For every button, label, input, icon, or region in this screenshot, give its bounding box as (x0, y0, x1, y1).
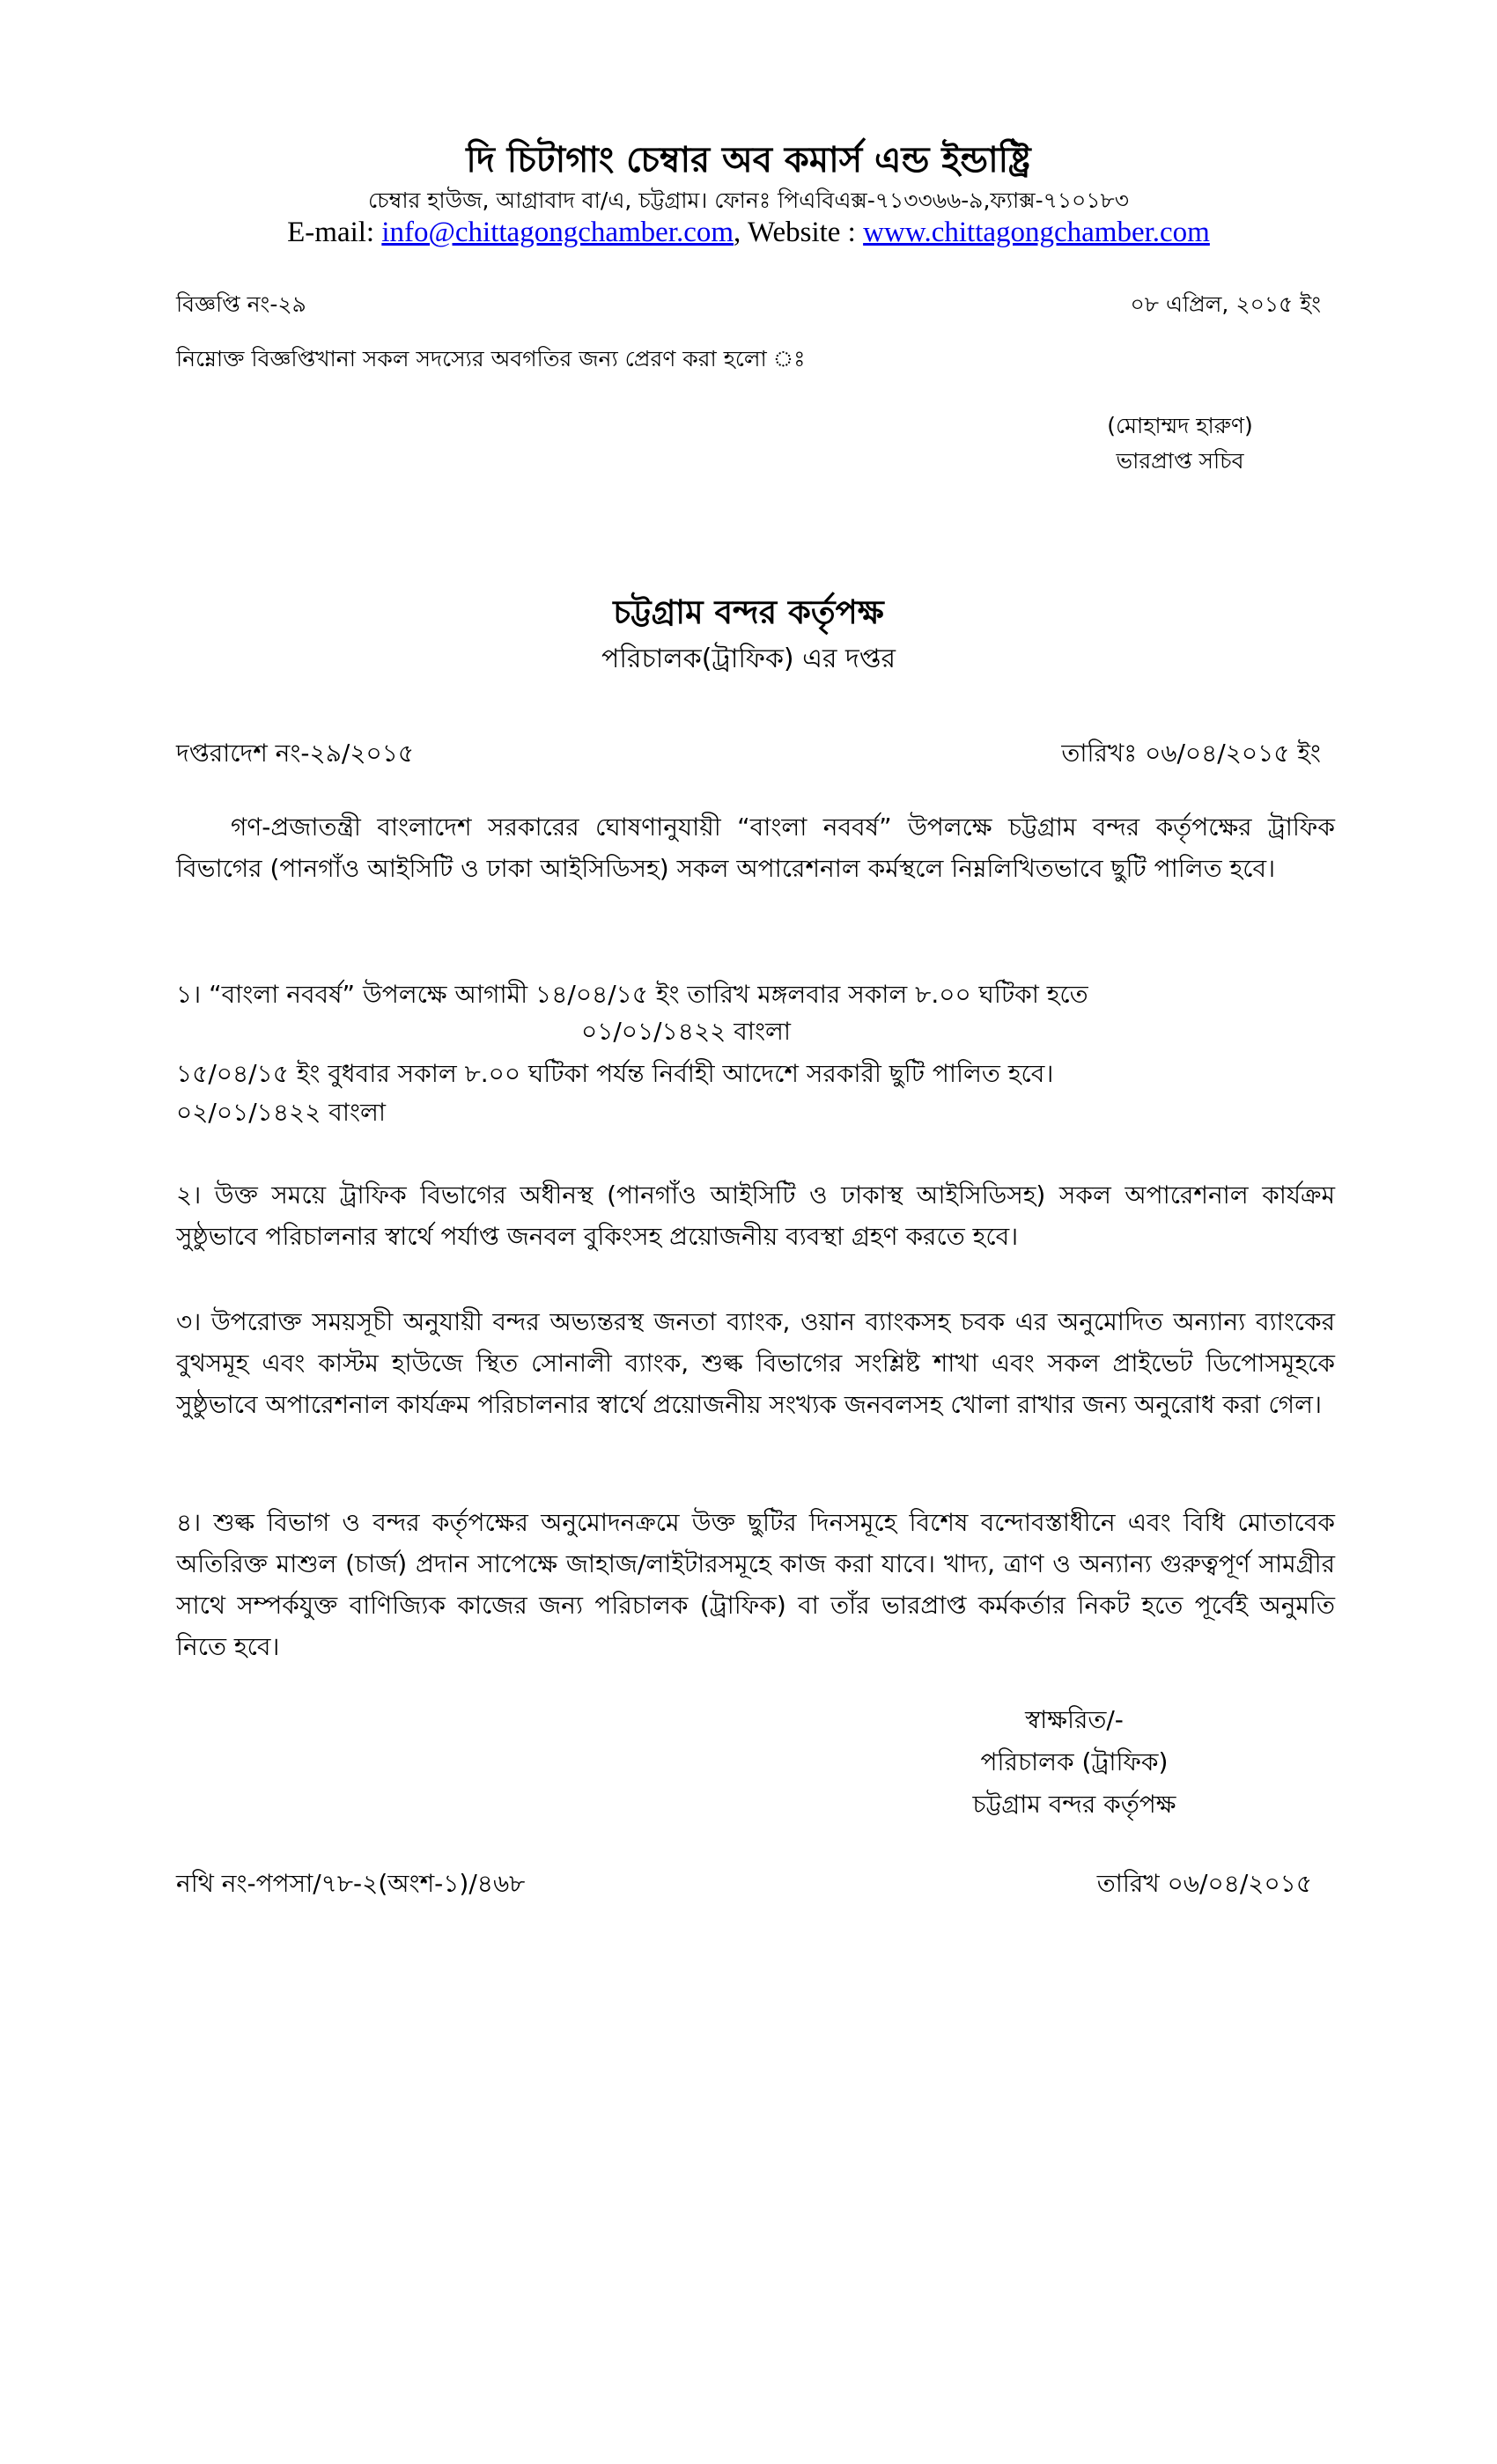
order-intro-paragraph: গণ-প্রজাতন্ত্রী বাংলাদেশ সরকারের ঘোষণানুযায়ী “বাংলা নববর্ষ” উপলক্ষে চট্টগ্রাম বন্দর কর্তৃপক্ষের ট্রাফিক বিভাগের (পানগাঁও আইসিটি ও ঢাকা আইসিডিসহ) সকল অপারেশনাল কর্মস্থলে নিম্নলিখিতভাবে ছুটি পালিত হবে। (176, 813, 1335, 883)
org-address: চেম্বার হাউজ, আগ্রাবাদ বা/এ, চট্টগ্রাম। ফোনঃ পিএবিএক্স-৭১৩৩৬৬-৯,ফ্যাক্স-৭১০১৮৩ (367, 188, 1130, 213)
order-number: দপ্তরাদেশ নং-২৯/২০১৫ (176, 739, 415, 768)
notice-intro: নিম্নোক্ত বিজ্ঞপ্তিখানা সকল সদস্যের অবগতির জন্য প্রেরণ করা হলো ঃ (176, 346, 806, 371)
authority-office: পরিচালক(ট্রাফিক) এর দপ্তর (601, 644, 896, 674)
notice-signature (1057, 408, 1303, 479)
org-name: দি চিটাগাং চেম্বার অব কমার্স এন্ড ইন্ডাষ্ট্রি (466, 140, 1031, 180)
website-label: , Website : (734, 217, 856, 248)
notice-date: ০৮ এপ্রিল, ২০১৫ ইং (1130, 291, 1321, 317)
item-1-line-1: ১। “বাংলা নববর্ষ” উপলক্ষে আগামী ১৪/০৪/১৫ ইং তারিখ মঙ্গলবার সকাল ৮.০০ ঘটিকা হতে (176, 980, 1088, 1009)
item-1-bangla-date-2: ০২/০১/১৪২২ বাংলা (176, 1098, 387, 1127)
notice-signer-name: (মোহাম্মদ হারুণ) (1107, 413, 1253, 438)
order-signed: স্বাক্ষরিত/- (1025, 1705, 1124, 1734)
authority-title: চট্টগ্রাম বন্দর কর্তৃপক্ষ (613, 593, 884, 631)
item-4-paragraph: ৪। শুল্ক বিভাগ ও বন্দর কর্তৃপক্ষের অনুমোদনক্রমে উক্ত ছুটির দিনসমূহে বিশেষ বন্দোবস্তাধীনে এবং বিধি মোতাবেক অতিরিক্ত মাশুল (চার্জ) প্রদান সাপেক্ষে জাহাজ/লাইটারসমূহে কাজ করা যাবে। খাদ্য, ত্রাণ ও অন্যান্য গুরুত্বপূর্ণ সামগ্রীর সাথে সম্পর্কযুক্ত বাণিজ্যিক কাজের জন্য পরিচালক (ট্রাফিক) বা তাঁর ভারপ্রাপ্ত কর্মকর্তার নিকট হতে পূর্বেই অনুমতি নিতে হবে। (176, 1508, 1335, 1661)
order-date: তারিখঃ ০৬/০৪/২০১৫ ইং (1061, 739, 1321, 768)
file-date: তারিখ ০৬/০৪/২০১৫ (1096, 1869, 1312, 1898)
item-2-paragraph: ২। উক্ত সময়ে ট্রাফিক বিভাগের অধীনস্থ (পানগাঁও আইসিটি ও ঢাকাস্থ আইসিডিসহ) সকল অপারেশনাল কার্যক্রম সুষ্ঠুভাবে পরিচালনার স্বার্থে পর্যাপ্ত জনবল বুকিংসহ প্রয়োজনীয় ব্যবস্থা গ্রহণ করতে হবে। (176, 1181, 1335, 1251)
item-1-line-2: ১৫/০৪/১৫ ইং বুধবার সকাল ৮.০০ ঘটিকা পর্যন্ত নির্বাহী আদেশে সরকারী ছুটি পালিত হবে। (176, 1059, 1054, 1088)
website-link[interactable]: www.chittagongchamber.com (863, 217, 1210, 248)
order-signature (898, 1699, 1250, 1826)
notice-signer-title: ভারপ্রাপ্ত সচিব (1116, 448, 1244, 474)
notice-number: বিজ্ঞপ্তি নং-২৯ (176, 291, 306, 317)
email-link[interactable]: info@chittagongchamber.com (381, 217, 734, 248)
item-1-bangla-date-1: ০১/০১/১৪২২ বাংলা (581, 1017, 792, 1046)
file-number: নথি নং-পপসা/৭৮-২(অংশ-১)/৪৬৮ (176, 1869, 526, 1898)
item-3-paragraph: ৩। উপরোক্ত সময়সূচী অনুযায়ী বন্দর অভ্যন্তরস্থ জনতা ব্যাংক, ওয়ান ব্যাংকসহ চবক এর অনুমোদিত অন্যান্য ব্যাংকের বুথসমূহ এবং কাস্টম হাউজে স্থিত সোনালী ব্যাংক, শুল্ক বিভাগের সংশ্লিষ্ট শাখা এবং সকল প্রাইভেট ডিপোসমূহকে সুষ্ঠুভাবে অপারেশনাল কার্যক্রম পরিচালনার স্বার্থে প্রয়োজনীয় সংখ্যক জনবলসহ খোলা রাখার জন্য অনুরোধ করা গেল। (176, 1307, 1335, 1419)
org-contact (0, 217, 1497, 249)
email-label: E-mail: (287, 217, 375, 248)
order-signer-title: পরিচালক (ট্রাফিক) (980, 1747, 1169, 1776)
order-signer-org: চট্টগ্রাম বন্দর কর্তৃপক্ষ (972, 1790, 1176, 1819)
